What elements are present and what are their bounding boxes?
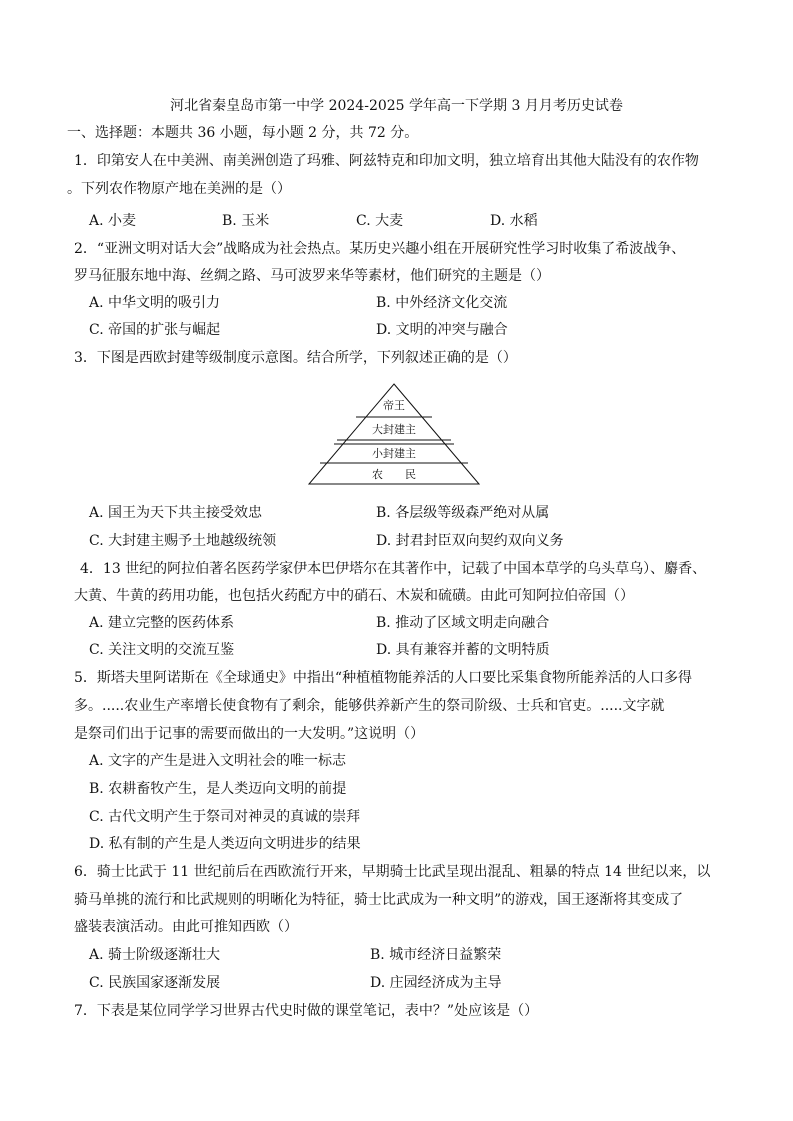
- q4-option-c[interactable]: C. 关注文明的交流互鉴: [89, 642, 235, 658]
- q2-option-a[interactable]: A. 中华文明的吸引力: [89, 295, 221, 311]
- tier-king: 帝王: [383, 399, 405, 412]
- q2-option-b[interactable]: B. 中外经济文化交流: [376, 295, 508, 311]
- q1-stem-line2: 。下列农作物原产地在美洲的是（）: [67, 181, 291, 197]
- q1-stem-line1: 1．印第安人在中美洲、南美洲创造了玛雅、阿兹特克和印加文明，独立培育出其他大陆没有的农作物: [74, 153, 699, 169]
- exam-title: 河北省秦皇岛市第一中学 2024-2025 学年高一下学期 3 月月考历史试卷: [170, 98, 623, 114]
- q6-option-a[interactable]: A. 骑士阶级逐渐壮大: [89, 947, 221, 963]
- q5-stem-line1: 5．斯塔夫里阿诺斯在《全球通史》中指出“种植植物能养活的人口要比采集食物所能养活的人口多得: [74, 670, 693, 686]
- q6-option-c[interactable]: C. 民族国家逐渐发展: [89, 975, 221, 991]
- section-heading: 一、选择题：本题共 36 小题，每小题 2 分，共 72 分。: [67, 125, 419, 141]
- q6-stem-line2: 骑马单挑的流行和比武规则的明晰化为特征，骑士比武成为一种文明”的游戏，国王逐渐将其变成了: [74, 892, 684, 908]
- q5-option-d[interactable]: D. 私有制的产生是人类迈向文明进步的结果: [89, 836, 361, 852]
- feudal-hierarchy-pyramid: [308, 383, 480, 485]
- q3-option-c[interactable]: C. 大封建主赐予土地越级统领: [89, 533, 277, 549]
- q4-stem-line1: 4．13 世纪的阿拉伯著名医药学家伊本巴伊塔尔在其著作中，记载了中国本草学的乌头草乌）、麝香、: [80, 561, 707, 577]
- q4-stem-line2: 大黄、牛黄的药用功能，也包括火药配方中的硝石、木炭和硫磺。由此可知阿拉伯帝国（）: [74, 588, 634, 604]
- q5-stem-line3: 是祭司们出于记事的需要而做出的一大发明。”这说明（）: [74, 726, 425, 742]
- q3-option-b[interactable]: B. 各层级等级森严绝对从属: [376, 505, 550, 521]
- q1-option-d[interactable]: D. 水稻: [490, 213, 538, 229]
- q2-option-d[interactable]: D. 文明的冲突与融合: [376, 322, 508, 338]
- tier-lesser-lord: 小封建主: [372, 447, 416, 460]
- q3-option-a[interactable]: A. 国王为天下共主接受效忠: [89, 505, 263, 521]
- q4-option-d[interactable]: D. 具有兼容并蓄的文明特质: [376, 642, 550, 658]
- q2-option-c[interactable]: C. 帝国的扩张与崛起: [89, 322, 221, 338]
- q4-option-a[interactable]: A. 建立完整的医药体系: [89, 615, 235, 631]
- tier-peasant: 农 民: [372, 468, 416, 481]
- q1-option-a[interactable]: A. 小麦: [89, 213, 137, 229]
- q6-stem-line1: 6．骑士比武于 11 世纪前后在西欧流行开来，早期骑士比武呈现出混乱、粗暴的特点 14 世纪以来，以: [74, 864, 711, 880]
- q5-option-b[interactable]: B. 农耕畜牧产生，是人类迈向文明的前提: [89, 781, 347, 797]
- q4-option-b[interactable]: B. 推动了区域文明走向融合: [376, 615, 550, 631]
- q1-option-c[interactable]: C. 大麦: [356, 213, 404, 229]
- q5-option-a[interactable]: A. 文字的产生是进入文明社会的唯一标志: [89, 753, 347, 769]
- q2-stem-line1: 2．“亚洲文明对话大会”战略成为社会热点。某历史兴趣小组在开展研究性学习时收集了希波战争、: [74, 241, 686, 257]
- q3-option-d[interactable]: D. 封君封臣双向契约双向义务: [376, 533, 564, 549]
- q3-stem-line1: 3．下图是西欧封建等级制度示意图。结合所学，下列叙述正确的是（）: [74, 350, 517, 366]
- q6-option-b[interactable]: B. 城市经济日益繁荣: [370, 947, 502, 963]
- q6-option-d[interactable]: D. 庄园经济成为主导: [370, 975, 502, 991]
- q2-stem-line2: 罗马征服东地中海、丝绸之路、马可波罗来华等素材，他们研究的主题是（）: [74, 268, 550, 284]
- tier-great-lord: 大封建主: [372, 423, 416, 436]
- q7-stem-line1: 7．下表是某位同学学习世界古代史时做的课堂笔记，表中？”处应该是（）: [74, 1003, 539, 1019]
- q6-stem-line3: 盛装表演活动。由此可推知西欧（）: [74, 919, 298, 935]
- q1-option-b[interactable]: B. 玉米: [222, 213, 270, 229]
- q5-stem-line2: 多。.....农业生产率增长使食物有了剩余，能够供养新产生的祭司阶级、士兵和官吏。.....文字就: [74, 698, 665, 714]
- q5-option-c[interactable]: C. 古代文明产生于祭司对神灵的真诚的崇拜: [89, 809, 361, 825]
